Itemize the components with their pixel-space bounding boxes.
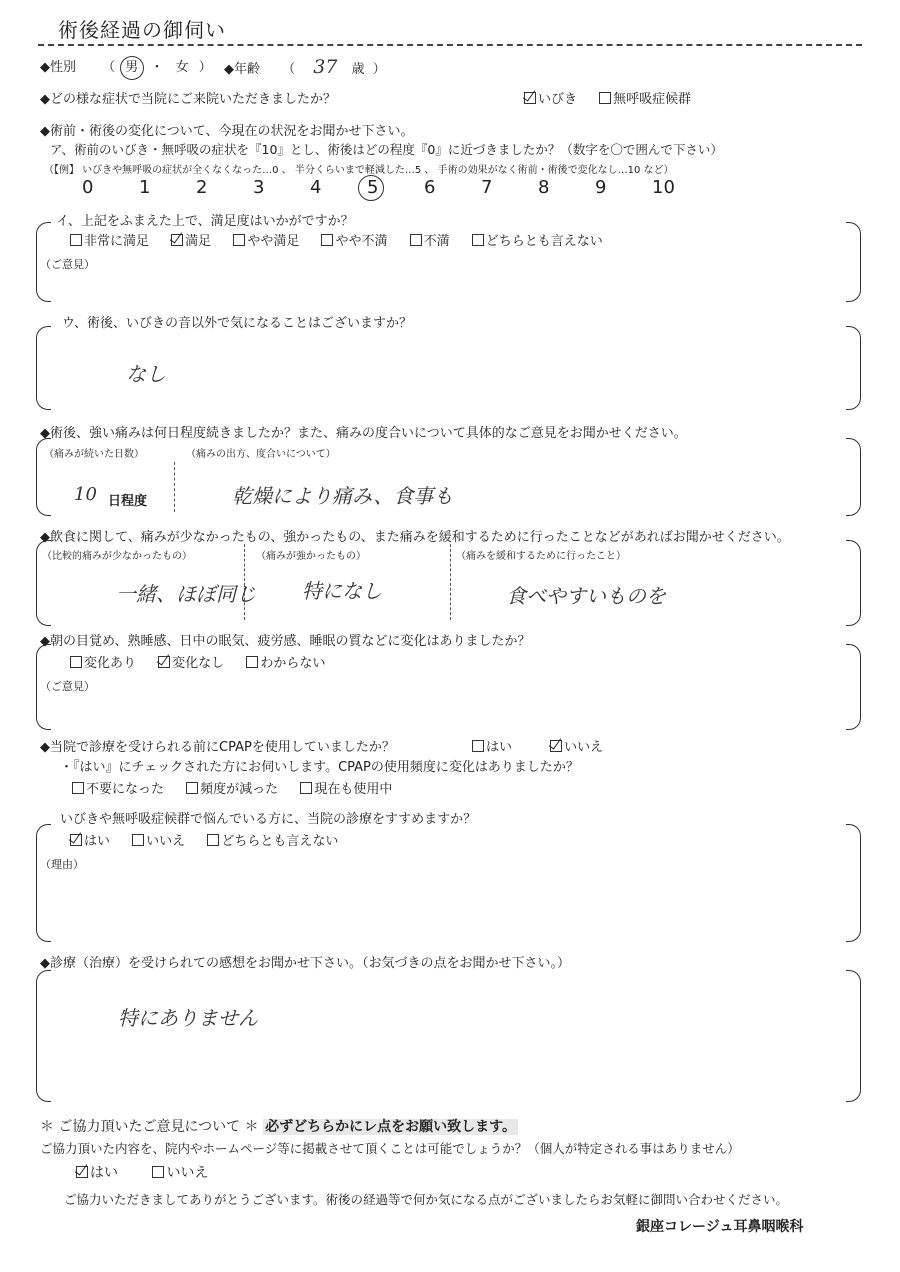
checkbox-icon <box>186 782 198 794</box>
satisfaction-option-label: やや満足 <box>247 234 300 249</box>
food-strong-value[interactable]: 特になし <box>302 579 382 603</box>
cpap-subquestion: ・『はい』にチェックされた方にお伺いします。CPAPの使用頻度に変化はありましたか？ <box>60 760 579 775</box>
checkbox-icon <box>70 656 82 668</box>
food-less-label: （比較的痛みが少なかったもの） <box>42 551 192 562</box>
checkbox-icon <box>410 234 422 246</box>
food-relief-label: （痛みを緩和するために行ったこと） <box>456 551 626 562</box>
age-open-paren: （ <box>282 62 296 77</box>
symptom-option-snoring[interactable] <box>524 92 577 107</box>
clinic-name: 銀座コレージュ耳鼻咽喉科 <box>636 1219 804 1235</box>
checkbox-icon <box>246 656 258 668</box>
impression-bracket-right <box>846 970 861 1102</box>
food-relief-value[interactable]: 食べやすいものを <box>506 584 666 608</box>
cpap-question: ◆当院で診療を受けられる前にCPAPを使用していましたか？ <box>40 740 395 755</box>
morning-bracket-right <box>846 644 861 730</box>
cpap-sub-options <box>72 778 410 797</box>
publish-options <box>76 1162 208 1182</box>
publish-question: ご協力頂いた内容を、院内やホームページ等に掲載させて頂くことは可能でしょうか？（個人が特定される事はありません） <box>40 1141 740 1156</box>
publish-option-label: いいえ <box>166 1165 209 1181</box>
recommend-reason-label: （理由） <box>40 858 84 871</box>
morning-question: ◆朝の目覚め、熟睡感、日中の眠気、疲労感、睡眠の質などに変化はありましたか？ <box>40 634 531 649</box>
publish-option-no[interactable] <box>152 1165 208 1181</box>
morning-option[interactable] <box>246 656 325 671</box>
satisfaction-option[interactable] <box>233 234 299 249</box>
cpap-sub-option-label: 不要になった <box>86 782 165 797</box>
satisfaction-options <box>70 230 621 249</box>
checkbox-icon <box>171 234 183 246</box>
recommend-option[interactable] <box>70 834 110 849</box>
recommend-option[interactable] <box>207 834 338 849</box>
cpap-sub-option[interactable] <box>186 782 278 797</box>
morning-option-label: 変化あり <box>84 656 137 671</box>
satisfaction-option[interactable] <box>70 234 149 249</box>
recommend-option-label: どちらとも言えない <box>221 834 339 849</box>
cpap-sub-option-label: 現在も使用中 <box>314 782 393 797</box>
other-question: ウ、術後、いびきの音以外で気になることはございますか？ <box>62 316 412 331</box>
food-divider-2 <box>450 544 451 620</box>
scale-9[interactable]: 9 <box>595 177 607 198</box>
checkbox-icon <box>599 92 611 104</box>
checkbox-icon <box>76 1166 88 1178</box>
pain-detail-label: （痛みの出方、度合いについて） <box>186 449 336 460</box>
cpap-option-no[interactable] <box>550 740 603 755</box>
gender-male-circle <box>120 56 144 80</box>
cpap-option-label: いいえ <box>564 740 604 755</box>
satisfaction-option-label: どちらとも言えない <box>485 234 603 249</box>
symptom-option-label: 無呼吸症候群 <box>613 92 692 107</box>
recommend-bracket-right <box>846 824 861 942</box>
scale-0[interactable]: 0 <box>82 177 94 198</box>
satisfaction-option-label: 不満 <box>423 234 450 249</box>
impression-bracket-left <box>36 970 51 1102</box>
satisfaction-question: イ、上記をふまえた上で、満足度はいかがですか？ <box>56 214 354 229</box>
food-bracket-right <box>846 540 861 626</box>
change-scale <box>82 177 709 198</box>
scale-5[interactable]: 5 <box>367 177 379 198</box>
food-question: ◆飲食に関して、痛みが少なかったもの、強かったもの、また痛みを緩和するために行ったことなどがあればお聞かせください。 <box>40 530 790 545</box>
morning-options <box>70 652 343 671</box>
gender-separator: ・ <box>150 60 164 75</box>
satisfaction-option-label: 満足 <box>185 234 212 249</box>
scale-2[interactable]: 2 <box>196 177 208 198</box>
cpap-option-yes[interactable] <box>472 740 512 755</box>
satisfaction-option[interactable] <box>472 234 603 249</box>
food-strong-label: （痛みが強かったもの） <box>256 551 366 562</box>
age-value[interactable]: 37 <box>313 56 338 78</box>
scale-1[interactable]: 1 <box>139 177 151 198</box>
recommend-bracket-left <box>36 824 51 942</box>
satisfaction-option[interactable] <box>171 234 211 249</box>
checkbox-icon <box>132 834 144 846</box>
morning-option-label: 変化なし <box>172 656 225 671</box>
other-bracket-right <box>846 326 861 410</box>
pain-question: ◆術後、強い痛みは何日程度続きましたか？また、痛みの度合いについて具体的なご意見をお聞かせください。 <box>40 426 687 441</box>
pain-bracket-right <box>846 438 861 516</box>
satisfaction-option[interactable] <box>410 234 450 249</box>
change-question: ◆術前・術後の変化について、今現在の状況をお聞かせ下さい。 <box>40 124 414 139</box>
pain-days-value[interactable]: 10 <box>74 484 97 505</box>
change-example: （【例】 いびきや無呼吸の症状が全くなくなった…0 、 半分くらいまで軽減した…5 、 手術の効果がなく術前・術後で変化なし…10 など） <box>44 165 674 176</box>
page-title: 術後経過の御伺い <box>58 18 226 42</box>
footer-note-emphasis: 必ずどちらかにレ点をお願い致します。 <box>265 1119 516 1135</box>
checkbox-icon <box>550 740 562 752</box>
satisfaction-bracket-right <box>846 222 861 302</box>
cpap-sub-option[interactable] <box>72 782 164 797</box>
checkbox-icon <box>472 234 484 246</box>
publish-option-yes[interactable] <box>76 1165 118 1181</box>
pain-detail-value[interactable]: 乾燥により痛み、食事も <box>232 484 454 508</box>
footer-note-prefix: ＊ ご協力頂いたご意見について ＊ <box>40 1119 259 1135</box>
footer-thanks: ご協力いただきましてありがとうございます。術後の経過等で何か気になる点がございましたらお気軽に御問い合わせください。 <box>64 1192 789 1207</box>
morning-comment-label: （ご意見） <box>40 680 95 693</box>
satisfaction-option[interactable] <box>321 234 387 249</box>
checkbox-icon <box>233 234 245 246</box>
gender-close-paren: ） <box>198 60 212 75</box>
satisfaction-option-label: 非常に満足 <box>84 234 150 249</box>
checkbox-icon <box>524 92 536 104</box>
scale-10[interactable]: 10 <box>652 177 675 198</box>
age-close-paren: ） <box>372 62 386 77</box>
age-unit: 歳 <box>351 62 365 77</box>
scale-8[interactable]: 8 <box>538 177 550 198</box>
title-divider <box>38 44 862 46</box>
cpap-sub-option-label: 頻度が減った <box>200 782 279 797</box>
checkbox-icon <box>472 740 484 752</box>
change-subquestion-a: ア、術前のいびき・無呼吸の症状を『10』とし、術後はどの程度『0』に近づきましたか？（数字を〇で囲んで下さい） <box>50 142 723 157</box>
gender-female-option[interactable]: 女 <box>175 60 189 75</box>
scale-6[interactable]: 6 <box>424 177 436 198</box>
scale-selected-circle <box>358 175 384 201</box>
gender-open-paren: （ <box>102 60 116 75</box>
symptom-option-label: いびき <box>538 92 578 107</box>
impression-answer[interactable]: 特にありません <box>118 1006 258 1030</box>
morning-option[interactable] <box>70 656 136 671</box>
gender-row <box>40 56 212 75</box>
checkbox-icon <box>72 782 84 794</box>
symptom-options <box>524 88 691 107</box>
scale-7[interactable]: 7 <box>481 177 493 198</box>
recommend-option-label: いいえ <box>146 834 186 849</box>
cpap-options <box>472 736 603 755</box>
recommend-option-label: はい <box>84 834 111 849</box>
checkbox-icon <box>70 834 82 846</box>
gender-male-label: 男 <box>125 60 139 75</box>
scale-3[interactable]: 3 <box>253 177 265 198</box>
checkbox-icon <box>70 234 82 246</box>
cpap-sub-option[interactable] <box>300 782 392 797</box>
symptom-question: ◆どの様な症状で当院にご来院いただきましたか？ <box>40 92 336 107</box>
gender-male-option[interactable] <box>125 60 142 75</box>
scale-4[interactable]: 4 <box>310 177 322 198</box>
morning-option-label: わからない <box>260 656 326 671</box>
checkbox-icon <box>152 1166 164 1178</box>
publish-option-label: はい <box>90 1165 118 1181</box>
age-label: ◆年齢 <box>224 62 260 77</box>
pain-days-unit: 日程度 <box>108 494 148 509</box>
checkbox-icon <box>207 834 219 846</box>
impression-question: ◆診療（治療）を受けられての感想をお聞かせ下さい。（お気づきの点をお聞かせ下さい。） <box>40 956 570 971</box>
symptom-option-apnea[interactable] <box>599 92 691 107</box>
recommend-options <box>70 830 356 849</box>
satisfaction-comment-label: （ご意見） <box>40 258 95 271</box>
checkbox-icon <box>300 782 312 794</box>
food-less-value[interactable]: 一緒、ほぼ同じ <box>116 582 256 606</box>
other-answer[interactable]: なし <box>126 362 166 386</box>
morning-option[interactable] <box>158 656 224 671</box>
recommend-question: いびきや無呼吸症候群で悩んでいる方に、当院の診療をすすめますか？ <box>60 812 477 827</box>
pain-days-label: （痛みが続いた日数） <box>44 449 144 460</box>
cpap-option-label: はい <box>486 740 513 755</box>
checkbox-icon <box>321 234 333 246</box>
recommend-option[interactable] <box>132 834 185 849</box>
satisfaction-option-label: やや不満 <box>335 234 388 249</box>
age-row <box>224 56 386 78</box>
other-bracket-left <box>36 326 51 410</box>
pain-divider <box>174 462 175 512</box>
footer-note <box>40 1116 518 1136</box>
gender-label: ◆性別 <box>40 60 76 75</box>
checkbox-icon <box>158 656 170 668</box>
